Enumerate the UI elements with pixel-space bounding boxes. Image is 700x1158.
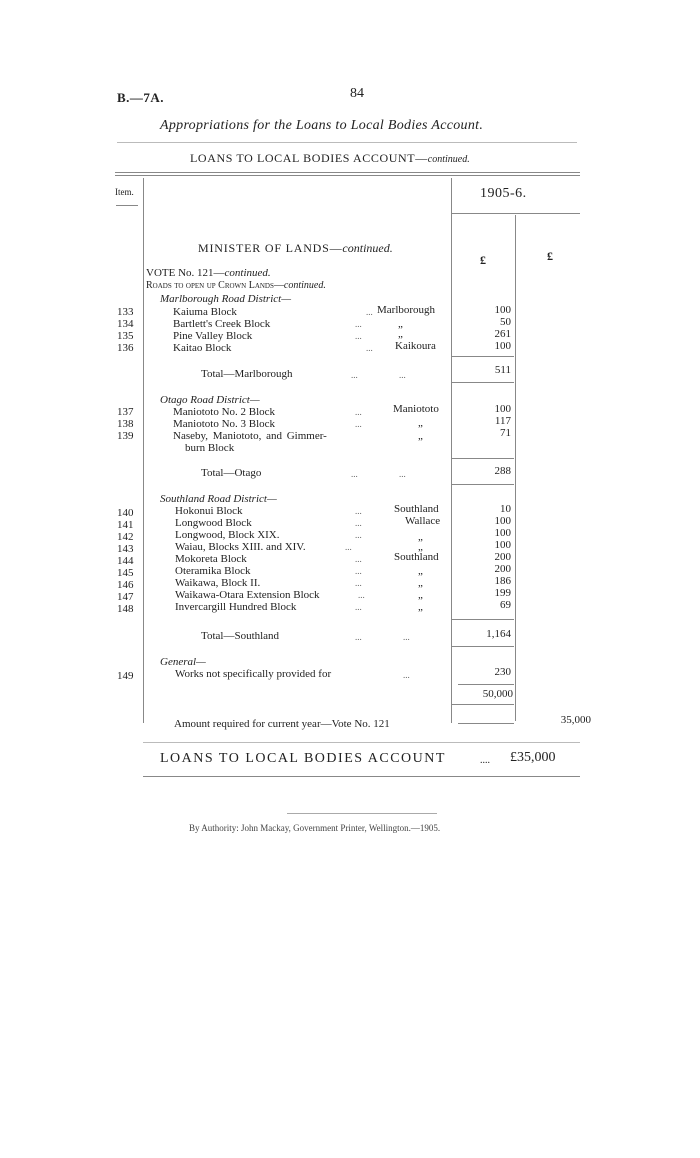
row-amount: 200 <box>494 551 511 563</box>
row-district: „ <box>418 589 423 601</box>
item-number: 141 <box>117 519 134 531</box>
subtotal-rule <box>452 356 514 357</box>
row-district: Marlborough <box>377 304 436 316</box>
item-number: 138 <box>117 418 134 430</box>
leader-dots: ... <box>399 469 406 479</box>
row-district: „ <box>398 328 403 340</box>
subtotal-rule <box>452 484 514 485</box>
row-amount: 71 <box>500 427 511 439</box>
pound-header-2: £ <box>547 249 553 263</box>
roads-heading: Roads to open up Crown Lands—continued. <box>146 280 326 291</box>
row-amount: 261 <box>494 328 511 340</box>
row-amount: 199 <box>494 587 511 599</box>
amount-column-divider <box>451 178 452 723</box>
item-column-divider <box>143 178 144 723</box>
item-number: 134 <box>117 318 134 330</box>
amount-required-label: Amount required for current year—Vote No. 121 <box>174 718 390 730</box>
row-description: Invercargill Hundred Block <box>175 601 297 613</box>
row-district: Maniototo <box>393 403 439 415</box>
leader-dots: ... <box>366 343 373 353</box>
row-district: „ <box>418 565 423 577</box>
table-top-rule <box>115 172 580 173</box>
row-description: Longwood Block <box>175 517 252 529</box>
total-amount-otago: 288 <box>494 465 511 477</box>
item-column-header: Item. <box>115 187 134 197</box>
row-description: Works not specifically provided for <box>175 668 332 680</box>
section-heading: MINISTER OF LANDS—continued. <box>198 241 393 255</box>
row-amount: 69 <box>500 599 511 611</box>
subtotal-rule <box>452 646 514 647</box>
row-amount: 200 <box>494 563 511 575</box>
row-amount: 100 <box>494 403 511 415</box>
district-heading-otago: Otago Road District— <box>160 394 260 406</box>
total-label-marlborough: Total—Marlborough <box>201 368 293 380</box>
year-header-rule <box>452 213 580 214</box>
row-amount: 100 <box>494 340 511 352</box>
subtotal-rule <box>452 619 514 620</box>
table-top-rule-2 <box>115 175 580 176</box>
leader-dots: ... <box>355 518 362 528</box>
row-district: „ <box>398 318 403 330</box>
row-description: Hokonui Block <box>175 505 243 517</box>
row-district: „ <box>418 601 423 613</box>
document-reference: B.—7A. <box>117 90 165 105</box>
row-description: Naseby, Maniototo, and Gimmer- <box>173 430 327 442</box>
leader-dots: ... <box>355 331 362 341</box>
item-number: 133 <box>117 306 134 318</box>
leader-dots: ... <box>351 469 358 479</box>
row-description: Waiau, Blocks XIII. and XIV. <box>175 541 306 553</box>
item-number: 139 <box>117 430 134 442</box>
row-amount: 117 <box>494 415 511 427</box>
total-label-otago: Total—Otago <box>201 467 262 479</box>
row-amount: 10 <box>500 503 511 515</box>
footer-rule <box>287 813 437 814</box>
leader-dots: ... <box>355 578 362 588</box>
leader-dots: ... <box>366 307 373 317</box>
leader-dots: ... <box>355 554 362 564</box>
row-amount: 100 <box>494 539 511 551</box>
row-district: Southland <box>394 551 439 563</box>
page-number: 84 <box>350 86 364 101</box>
row-description: Kaitao Block <box>173 342 232 354</box>
district-heading-marlborough: Marlborough Road District— <box>160 293 291 305</box>
amount-required-value: 35,000 <box>560 714 591 726</box>
total-amount-marlborough: 511 <box>494 364 511 376</box>
item-number: 149 <box>117 670 134 682</box>
page-subtitle: LOANS TO LOCAL BODIES ACCOUNT—continued. <box>190 151 470 165</box>
row-district: „ <box>418 531 423 543</box>
item-number: 145 <box>117 567 134 579</box>
row-amount: 100 <box>494 527 511 539</box>
subtotal-column-divider <box>515 215 516 721</box>
item-number: 140 <box>117 507 134 519</box>
row-district: „ <box>418 541 423 553</box>
leader-dots: ... <box>355 602 362 612</box>
row-description: Bartlett's Creek Block <box>173 318 271 330</box>
row-description: Waikawa, Block II. <box>175 577 261 589</box>
printer-imprint: By Authority: John Mackay, Government Printer, Wellington.—1905. <box>189 823 441 833</box>
item-number: 148 <box>117 603 134 615</box>
leader-dots: ... <box>355 530 362 540</box>
row-district: „ <box>418 417 423 429</box>
item-number: 146 <box>117 579 134 591</box>
row-description: Pine Valley Block <box>173 330 253 342</box>
page-title: Appropriations for the Loans to Local Bodies Account. <box>160 118 484 133</box>
row-description: Maniototo No. 2 Block <box>173 406 276 418</box>
row-district: Kaikoura <box>395 340 436 352</box>
dash-rule <box>458 723 514 724</box>
item-number: 142 <box>117 531 134 543</box>
subtotal-rule <box>452 382 514 383</box>
row-district: Wallace <box>405 515 441 527</box>
row-description-continued: burn Block <box>185 442 235 454</box>
row-amount: 50 <box>500 316 511 328</box>
sum-total: 50,000 <box>482 688 513 700</box>
row-description: Waikawa-Otara Extension Block <box>175 589 320 601</box>
row-amount: 230 <box>494 666 511 678</box>
grand-total-rule <box>143 776 580 777</box>
leader-dots: ... <box>403 632 410 642</box>
leader-dots: ... <box>355 566 362 576</box>
leader-dots: ... <box>355 319 362 329</box>
row-amount: 100 <box>494 304 511 316</box>
subtotal-rule <box>452 458 514 459</box>
item-number: 144 <box>117 555 134 567</box>
leader-dots: ... <box>403 670 410 680</box>
row-description: Kaiuma Block <box>173 306 237 318</box>
row-amount: 100 <box>494 515 511 527</box>
leader-dots: ... <box>355 419 362 429</box>
vote-heading: VOTE No. 121—continued. <box>146 267 271 279</box>
leader-dots: ... <box>355 506 362 516</box>
row-description: Longwood, Block XIX. <box>175 529 280 541</box>
subtotal-rule <box>458 684 514 685</box>
item-number: 135 <box>117 330 134 342</box>
year-header: 1905-6. <box>480 186 527 201</box>
title-rule <box>117 142 577 143</box>
item-number: 147 <box>117 591 134 603</box>
total-amount-southland: 1,164 <box>486 628 511 640</box>
total-label-southland: Total—Southland <box>201 630 280 642</box>
item-number: 136 <box>117 342 134 354</box>
row-description: Oteramika Block <box>175 565 251 577</box>
grand-total-label: LOANS TO LOCAL BODIES ACCOUNT <box>160 751 446 766</box>
row-district: „ <box>418 577 423 589</box>
subtotal-rule <box>452 704 514 705</box>
leader-dots: ... <box>355 407 362 417</box>
grand-total-dots: .... <box>480 755 490 766</box>
item-header-rule <box>116 205 138 206</box>
leader-dots: ... <box>358 590 365 600</box>
row-description: Maniototo No. 3 Block <box>173 418 276 430</box>
item-number: 143 <box>117 543 134 555</box>
table-bottom-rule <box>143 742 580 743</box>
row-district: „ <box>418 430 423 442</box>
pound-header-1: £ <box>480 253 486 267</box>
row-description: Mokoreta Block <box>175 553 247 565</box>
grand-total-amount: £35,000 <box>510 750 556 765</box>
district-heading-general: General— <box>160 656 206 668</box>
leader-dots: ... <box>355 632 362 642</box>
row-district: Southland <box>394 503 439 515</box>
leader-dots: ... <box>345 542 352 552</box>
leader-dots: ... <box>351 370 358 380</box>
item-number: 137 <box>117 406 134 418</box>
row-amount: 186 <box>494 575 511 587</box>
leader-dots: ... <box>399 370 406 380</box>
district-heading-southland: Southland Road District— <box>160 493 277 505</box>
